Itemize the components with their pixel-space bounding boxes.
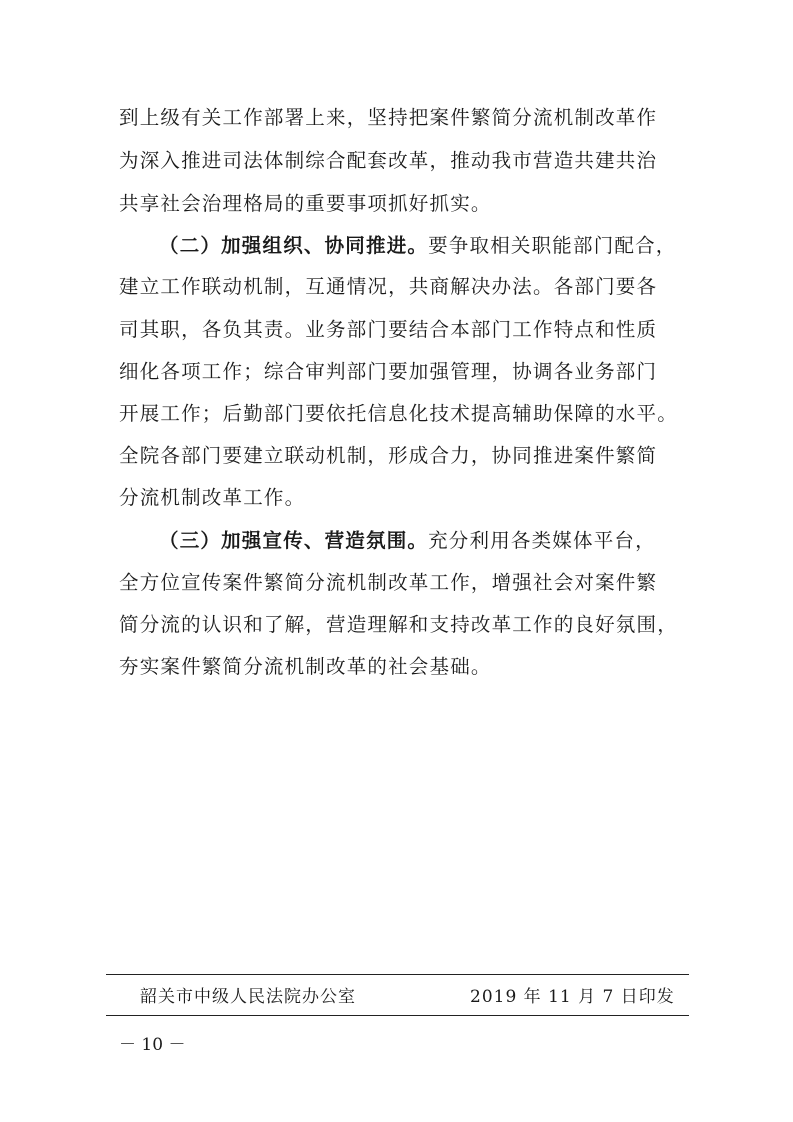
paragraph-line: 细化各项工作；综合审判部门要加强管理，协调各业务部门 bbox=[119, 360, 658, 383]
section-3-first-line-text: 充分利用各类媒体平台， bbox=[428, 529, 656, 552]
paragraph-line: 简分流的认识和了解，营造理解和支持改革工作的良好氛围， bbox=[119, 613, 678, 636]
paragraph-line: 全方位宣传案件繁简分流机制改革工作，增强社会对案件繁 bbox=[119, 571, 658, 594]
paragraph-line: 建立工作联动机制，互通情况，共商解决办法。各部门要各 bbox=[119, 275, 658, 298]
paragraph-line: 为深入推进司法体制综合配套改革，推动我市营造共建共治 bbox=[119, 149, 658, 172]
paragraph-line: 到上级有关工作部署上来，坚持把案件繁简分流机制改革作 bbox=[119, 106, 658, 129]
paragraph-line: 夯实案件繁简分流机制改革的社会基础。 bbox=[119, 655, 492, 678]
footer-issuer: 韶关市中级人民法院办公室 bbox=[140, 987, 356, 1007]
paragraph-line: 全院各部门要建立联动机制，形成合力，协同推进案件繁简 bbox=[119, 444, 658, 467]
footer-date: 2019 年 11 月 7 日印发 bbox=[470, 987, 675, 1007]
paragraph-line: 司其职，各负其责。业务部门要结合本部门工作特点和性质 bbox=[119, 318, 658, 341]
section-2-heading: （二）加强组织、协同推进。 bbox=[159, 234, 429, 257]
paragraph-line: 分流机制改革工作。 bbox=[119, 486, 306, 509]
section-2-first-line-text: 要争取相关职能部门配合， bbox=[428, 234, 677, 257]
footer-bottom-rule bbox=[106, 1015, 689, 1016]
paragraph-line: 共享社会治理格局的重要事项抓好抓实。 bbox=[119, 192, 492, 215]
paragraph-line: 开展工作；后勤部门要依托信息化技术提高辅助保障的水平。 bbox=[119, 402, 678, 425]
section-3-first-line bbox=[159, 526, 679, 556]
section-2-first-line bbox=[159, 231, 679, 261]
footer-top-rule bbox=[106, 974, 689, 975]
section-3-heading: （三）加强宣传、营造氛围。 bbox=[159, 529, 429, 552]
page-number: － 10 － bbox=[119, 1035, 186, 1055]
